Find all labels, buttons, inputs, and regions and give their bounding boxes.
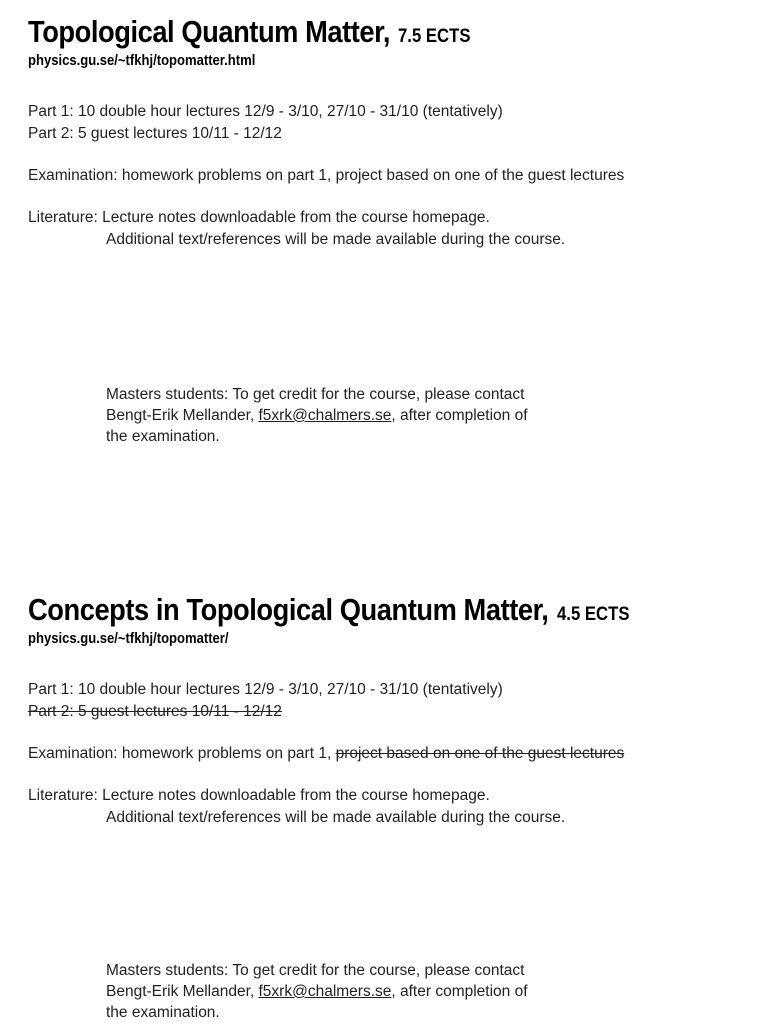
course2-section	[28, 592, 748, 829]
course2-part2-struck: Part 2: 5 guest lectures 10/11 - 12/12	[28, 703, 282, 720]
course2-masters-line3: the examination.	[106, 1004, 220, 1021]
course1-title: Topological Quantum Matter,	[28, 14, 390, 49]
course1-section	[28, 14, 748, 251]
course2-part1: Part 1: 10 double hour lectures 12/9 - 3/10, 27/10 - 31/10 (tentatively)	[28, 681, 503, 698]
course2-masters-line2-end: , after completion of	[391, 983, 528, 1000]
course1-exam-rest: project based on one of the guest lectures	[335, 167, 625, 184]
course1-masters-line1: Masters students: To get credit for the course, please contact	[106, 386, 525, 403]
course2-exam-struck: project based on one of the guest lectures	[335, 745, 625, 762]
course2-url[interactable]: physics.gu.se/~tfkhj/topomatter/	[28, 631, 229, 647]
course1-contact-name: Bengt-Erik Mellander,	[106, 407, 259, 424]
course1-masters-line2	[106, 405, 528, 426]
course2-masters-note	[106, 960, 528, 1023]
course1-examination	[28, 165, 748, 187]
course1-email-link[interactable]: f5xrk@chalmers.se	[258, 407, 392, 424]
course2-email-link[interactable]: f5xrk@chalmers.se	[258, 983, 392, 1000]
course1-masters-line2-end: , after completion of	[391, 407, 528, 424]
course2-examination	[28, 743, 748, 765]
course2-exam-prefix: Examination: homework problems on part 1,	[28, 745, 336, 762]
course2-title: Concepts in Topological Quantum Matter,	[28, 592, 549, 627]
course1-credits: 7.5 ECTS	[398, 26, 471, 47]
course1-literature: Literature: Lecture notes downloadable from the course homepage.	[28, 209, 490, 226]
course1-exam-prefix: Examination: homework problems on part 1,	[28, 167, 336, 184]
course2-literature: Literature: Lecture notes downloadable from the course homepage.	[28, 787, 490, 804]
course1-literature-extra: Additional text/references will be made available during the course.	[106, 231, 566, 248]
course2-masters-line1: Masters students: To get credit for the course, please contact	[106, 962, 525, 979]
course1-url[interactable]: physics.gu.se/~tfkhj/topomatter.html	[28, 53, 256, 69]
course1-masters-note	[106, 384, 528, 447]
course1-part1: Part 1: 10 double hour lectures 12/9 - 3/10, 27/10 - 31/10 (tentatively)	[28, 103, 503, 120]
course2-credits: 4.5 ECTS	[556, 604, 630, 625]
course2-contact-name: Bengt-Erik Mellander,	[106, 983, 259, 1000]
course1-masters-line3: the examination.	[106, 428, 220, 445]
course1-part2: Part 2: 5 guest lectures 10/11 - 12/12	[28, 125, 282, 142]
course2-masters-line2	[106, 981, 528, 1002]
course2-literature-extra: Additional text/references will be made available during the course.	[106, 809, 566, 826]
course1-heading	[28, 14, 748, 50]
course2-heading	[28, 592, 748, 628]
